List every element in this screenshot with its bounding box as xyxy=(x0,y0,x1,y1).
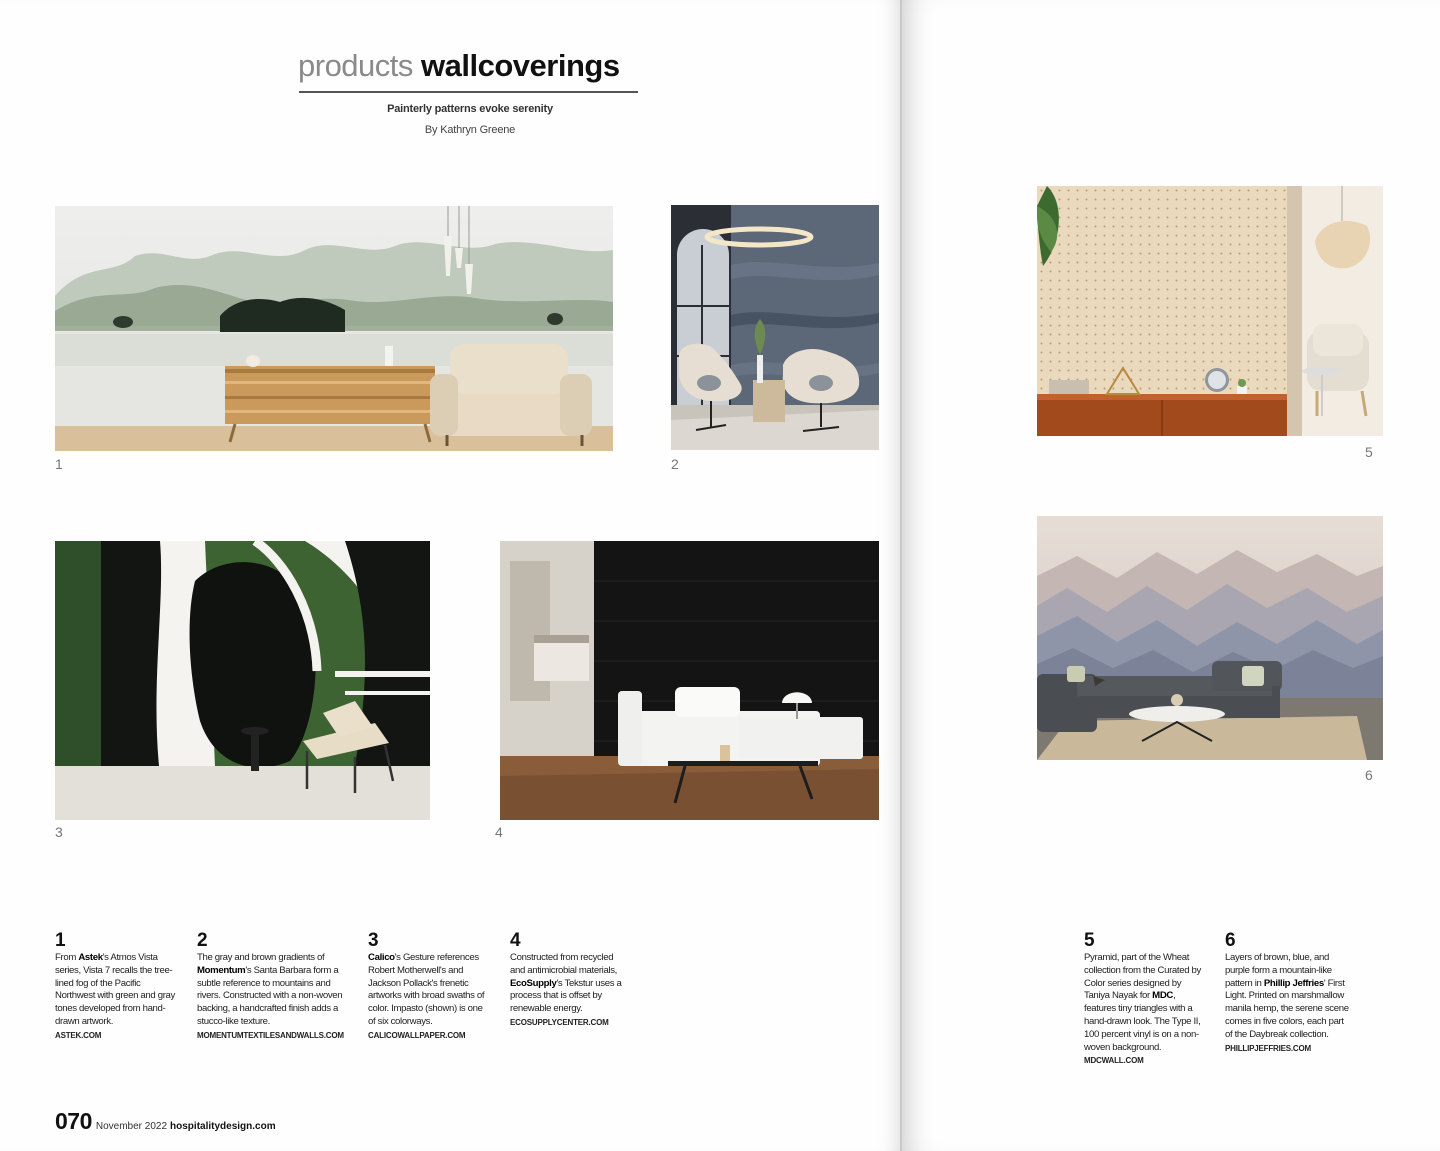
caption-2-text: 's Santa Barbara form a subtle reference to mountains and rivers. Constructed with a non-woven backing, a handcrafted finish adds a stucco-like texture. xyxy=(197,964,343,1027)
photo-number-1: 1 xyxy=(55,456,63,472)
caption-3-number: 3 xyxy=(368,930,379,951)
caption-2-brand: Momentum xyxy=(197,964,246,976)
page-number: 070 xyxy=(55,1108,92,1134)
caption-1 xyxy=(55,930,177,1043)
caption-1-brand: Astek xyxy=(78,952,103,963)
caption-3-text: 's Gesture references Robert Motherwell's and Jackson Pollack's frenetic artworks with broad swaths of color. Impasto (shown) is one of six colorways. xyxy=(368,952,485,1027)
photo-number-3: 3 xyxy=(55,824,63,840)
title-underline xyxy=(299,91,638,93)
photo-number-4: 4 xyxy=(495,824,503,840)
subtitle: Painterly patterns evoke serenity xyxy=(387,103,553,115)
photo-6-phillip-jeffries-first-light xyxy=(1037,516,1383,760)
caption-4-pre: Constructed from recycled and antimicrobial materials, xyxy=(510,952,617,976)
caption-6-text: ' First Light. Printed on marshmallow manila hemp, the serene scene comes in five colors, each part of the Daybreak collection. xyxy=(1225,977,1349,1040)
caption-6-url: PHILLIPJEFFRIES.COM xyxy=(1225,1043,1311,1053)
caption-1-number: 1 xyxy=(55,930,66,951)
photo-number-2: 2 xyxy=(671,456,679,472)
caption-6-number: 6 xyxy=(1225,930,1236,951)
caption-2-pre: The gray and brown gradients of xyxy=(197,952,325,963)
caption-4-brand: EcoSupply xyxy=(510,977,557,989)
topic-label: wallcoverings xyxy=(421,48,620,83)
section-label: products xyxy=(298,48,413,83)
caption-3-url: CALICOWALLPAPER.COM xyxy=(368,1030,466,1040)
page-folio xyxy=(55,1108,276,1135)
photo-4-ecosupply-tekstur xyxy=(500,541,879,820)
caption-5-number: 5 xyxy=(1084,930,1095,951)
caption-5-url: MDCWALL.COM xyxy=(1084,1056,1144,1066)
caption-5-text: , features tiny triangles with a hand-drawn look. The Type II, 100 percent vinyl is on a non-woven background. xyxy=(1084,990,1201,1053)
page-title xyxy=(298,48,620,84)
caption-5 xyxy=(1084,930,1208,1068)
photo-number-5: 5 xyxy=(1365,444,1373,460)
caption-1-pre: From xyxy=(55,952,79,963)
byline: By Kathryn Greene xyxy=(424,124,516,136)
caption-2 xyxy=(197,930,347,1043)
caption-2-url: MOMENTUMTEXTILESANDWALLS.COM xyxy=(197,1030,344,1040)
site-name: hospitalitydesign.com xyxy=(170,1121,276,1132)
photo-5-mdc-pyramid xyxy=(1037,186,1383,436)
photo-1-astek-vista xyxy=(55,206,613,451)
caption-4 xyxy=(510,930,622,1030)
caption-5-brand: MDC xyxy=(1152,990,1173,1002)
caption-6-brand: Phillip Jeffries xyxy=(1263,977,1324,989)
caption-5-pre: Pyramid, part of the Wheat collection from the Curated by Color series designed by Taniya Nayak for xyxy=(1084,952,1201,1002)
caption-4-text: 's Tekstur uses a process that is offset by renewable energy. xyxy=(510,977,622,1015)
caption-1-text: 's Atmos Vista series, Vista 7 recalls the tree-lined fog of the Pacific Northwest with green and gray tones developed from hand-drawn artwork. xyxy=(55,952,175,1027)
caption-1-url: ASTEK.COM xyxy=(55,1030,102,1040)
caption-3-brand: Calico xyxy=(368,952,395,963)
caption-6 xyxy=(1225,930,1353,1055)
caption-4-url: ECOSUPPLYCENTER.COM xyxy=(510,1017,609,1027)
photo-2-momentum-santa-barbara xyxy=(671,205,879,450)
photo-3-calico-gesture xyxy=(55,541,430,820)
caption-3 xyxy=(368,930,492,1043)
caption-6-pre: Layers of brown, blue, and purple form a mountain-like pattern in xyxy=(1225,952,1332,989)
caption-2-number: 2 xyxy=(197,930,208,951)
issue-date: November 2022 xyxy=(95,1121,168,1132)
caption-4-number: 4 xyxy=(510,930,521,951)
photo-number-6: 6 xyxy=(1365,767,1373,783)
